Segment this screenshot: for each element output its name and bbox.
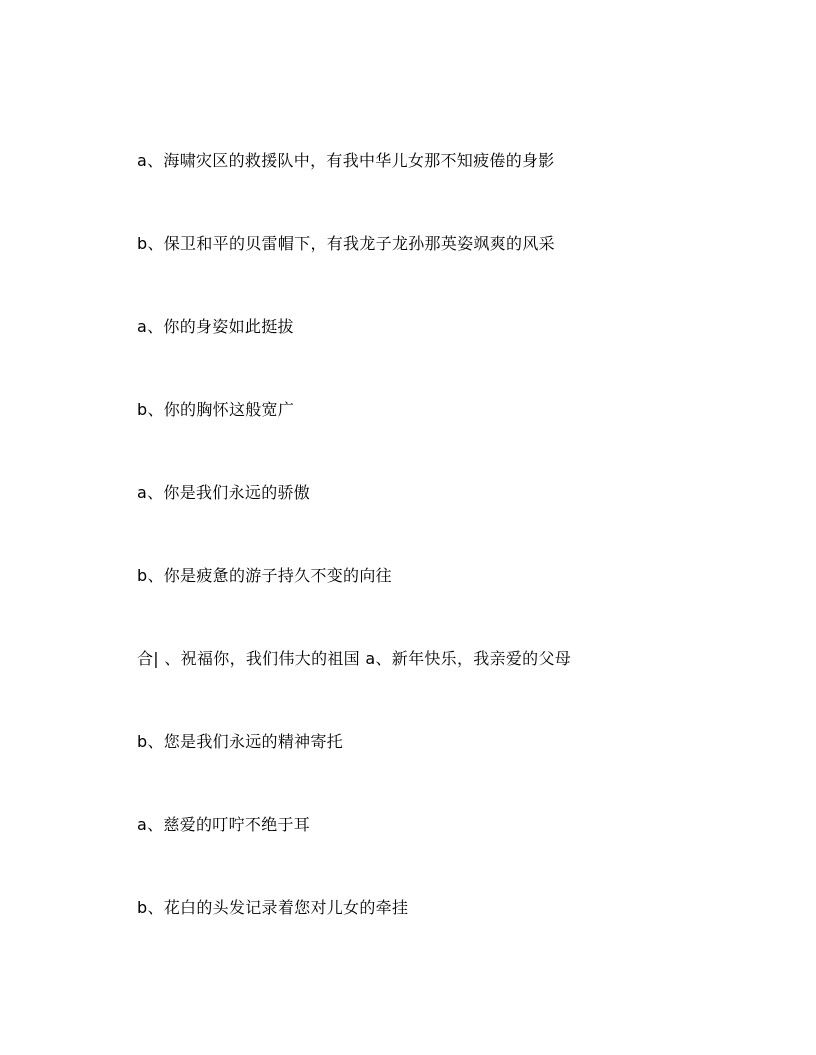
- dialogue-line: b、保卫和平的贝雷帽下，有我龙子龙孙那英姿飒爽的风采: [137, 234, 555, 253]
- dialogue-line: a、海啸灾区的救援队中，有我中华儿女那不知疲倦的身影: [137, 151, 555, 170]
- dialogue-line: a、你是我们永远的骄傲: [137, 483, 311, 502]
- dialogue-line: a、慈爱的叮咛不绝于耳: [137, 815, 311, 834]
- dialogue-line: b、你是疲惫的游子持久不变的向往: [137, 566, 392, 585]
- dialogue-line: a、你的身姿如此挺拔: [137, 317, 294, 336]
- dialogue-line: b、你的胸怀这般宽广: [137, 400, 295, 419]
- dialogue-line: b、您是我们永远的精神寄托: [137, 732, 344, 751]
- dialogue-line: b、花白的头发记录着您对儿女的牵挂: [137, 898, 409, 917]
- dialogue-line: 合| 、祝福你，我们伟大的祖国 a、新年快乐，我亲爱的父母: [137, 649, 572, 668]
